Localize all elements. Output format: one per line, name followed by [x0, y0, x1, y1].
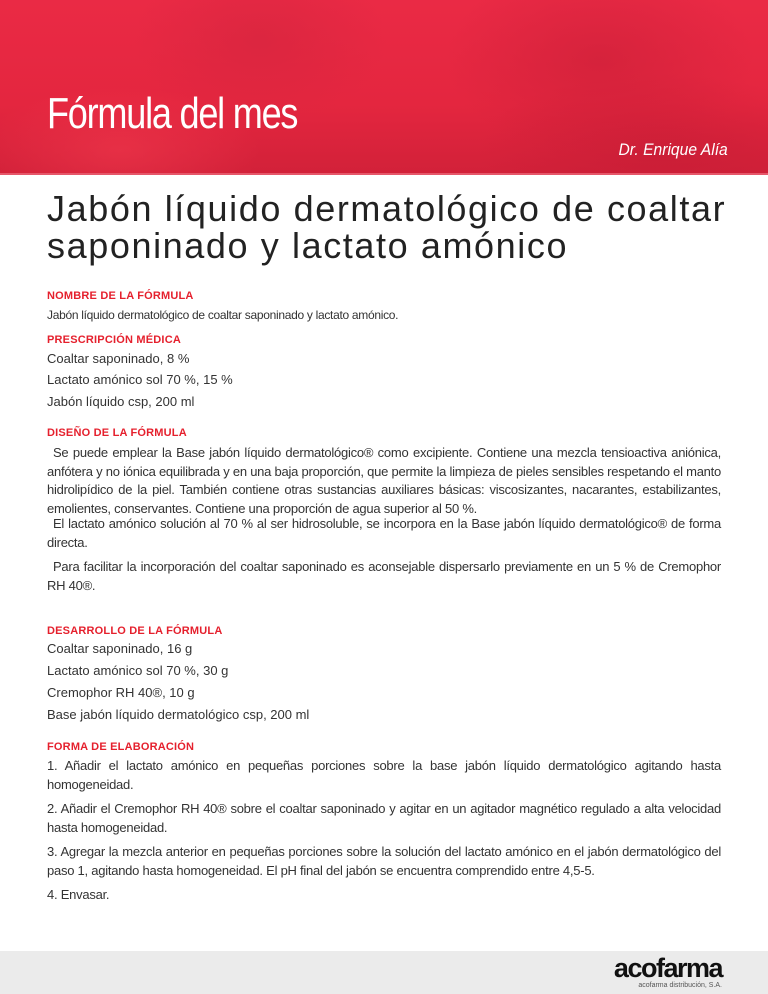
heading-diseno: DISEÑO DE LA FÓRMULA: [47, 427, 187, 439]
formula-name: Jabón líquido dermatológico de coaltar saponinado y lactato amónico.: [47, 308, 399, 322]
design-paragraph: Para facilitar la incorporación del coaltar saponinado es aconsejable dispersarlo previamente en un 5 % de Cremophor RH 40®.: [47, 559, 721, 593]
elaboration-step: 4. Envasar.: [47, 887, 110, 902]
prescription-item: Jabón líquido csp, 200 ml: [47, 394, 195, 409]
title-line-1: Jabón líquido dermatológico de coaltar: [47, 188, 727, 229]
elaboration-step: 3. Agregar la mezcla anterior en pequeñas porciones sobre la solución del lactato amónico en el jabón dermatológico del paso 1, agitando hasta homogeneidad. El pH final del jabón se encuentra comprendido entre 4,5-5.: [47, 844, 721, 878]
prescription-item: Lactato amónico sol 70 %, 15 %: [47, 372, 233, 387]
header-banner: [0, 0, 768, 175]
elaboration-step: 2. Añadir el Cremophor RH 40® sobre el coaltar saponinado y agitar en un agitador magnético regulado a alta velocidad hasta homogeneidad.: [47, 801, 721, 835]
page-title: [47, 190, 747, 264]
development-item: Base jabón líquido dermatológico csp, 200 ml: [47, 707, 310, 722]
development-item: Lactato amónico sol 70 %, 30 g: [47, 663, 229, 678]
design-paragraph: El lactato amónico solución al 70 % al ser hidrosoluble, se incorpora en la Base jabón líquido dermatológico® de forma directa.: [47, 516, 721, 550]
heading-prescripcion: PRESCRIPCIÓN MÉDICA: [47, 334, 181, 346]
elaboration-step: 1. Añadir el lactato amónico en pequeñas porciones sobre la base jabón líquido dermatológico agitando hasta homogeneidad.: [47, 758, 721, 792]
company-name: acofarma distribución, S.A.: [638, 982, 722, 989]
heading-nombre: NOMBRE DE LA FÓRMULA: [47, 290, 194, 302]
prescription-item: Coaltar saponinado, 8 %: [47, 351, 190, 366]
heading-desarrollo: DESARROLLO DE LA FÓRMULA: [47, 625, 223, 637]
design-paragraph: Se puede emplear la Base jabón líquido dermatológico® como excipiente. Contiene una mezcla tensioactiva aniónica, anfótera y no iónica equilibrada y en una baja proporción, que permite la limpieza de pieles sensibles respetando el manto hidrolipídico de la piel. También contiene otras sustancias auxiliares básicas: viscosizantes, nacarantes, estabilizantes, emolientes, conservantes. Contiene una proporción de agua superior al 50 %.: [47, 445, 721, 516]
acofarma-logo: [614, 955, 722, 989]
author-name: Dr. Enrique Alía: [618, 140, 728, 159]
logo-wordmark: acofarma: [613, 953, 722, 983]
development-item: Coaltar saponinado, 16 g: [47, 641, 193, 656]
title-line-2: saponinado y lactato amónico: [47, 225, 569, 266]
development-item: Cremophor RH 40®, 10 g: [47, 685, 195, 700]
heading-elaboracion: FORMA DE ELABORACIÓN: [47, 741, 195, 753]
banner-title: Fórmula del mes: [47, 89, 298, 139]
